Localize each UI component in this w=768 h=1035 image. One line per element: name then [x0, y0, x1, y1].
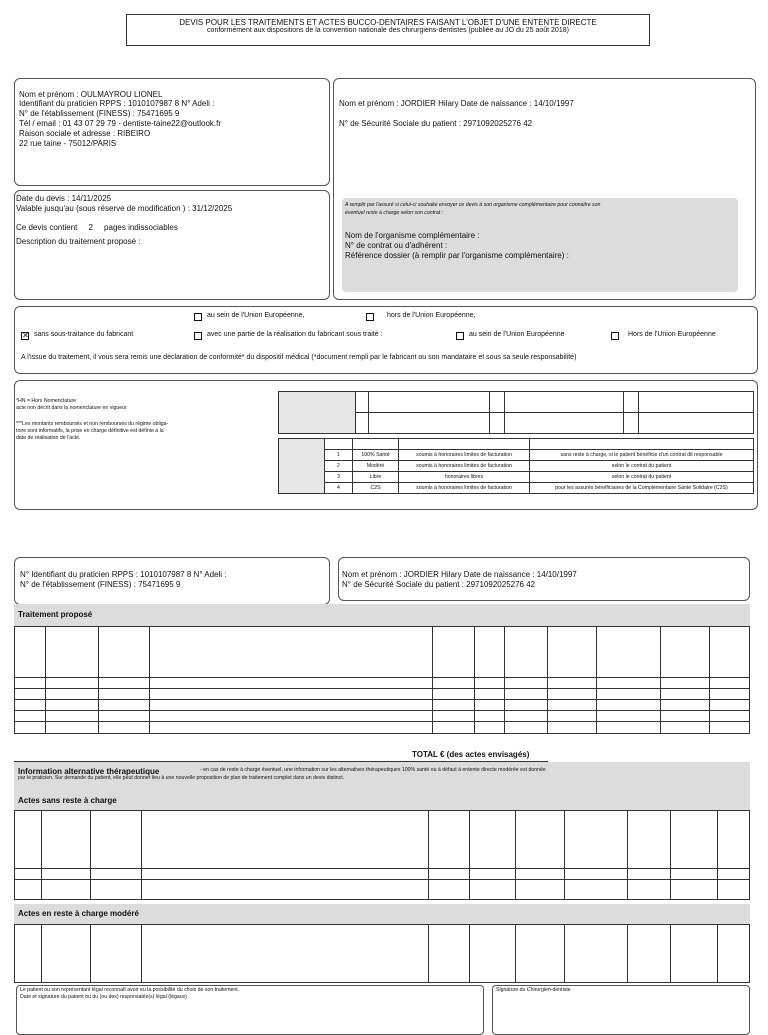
quote-description: Description du traitement proposé :: [16, 237, 141, 246]
eu-label: au sein de l'Union Européenne,: [207, 312, 305, 319]
legend-row: 3 Libre honoraires libres selon le contrat du patient: [279, 472, 754, 483]
insurer-ref-field[interactable]: Référence dossier (à remplir par l'organisme complémentaire) :: [345, 251, 569, 260]
insurer-note-1: A remplir par l'assuré si celui-ci souhaite envoyer ce devis à son organisme complémentaire pour connaitre son: [345, 202, 601, 208]
practitioner-finess: N° de l'établissement (FINESS) : 75471695 9: [19, 109, 180, 118]
practitioner-company: Raison sociale et adresse : RIBEIRO: [19, 129, 151, 138]
no-subcontract-label: sans sous-traitance du fabricant: [34, 331, 134, 338]
patient-signature-text-1: Le patient ou son représentant légal reconnaît avoir eu la possibilité du choix de son traitement.: [20, 987, 240, 993]
patient-signature-text-2: Date et signature du patient ou du (ou des) responsable(s) légal (légaux): [20, 994, 187, 1000]
amount-note-2: toire sont informatifs, la prise en charge définitive est définie à la: [16, 428, 164, 434]
conformity-note: A l'issue du traitement, il vous sera remis une déclaration de conformité* du dispositif médical (*document rempli par le fabricant ou son mandataire et sous sa seule responsabilité): [21, 354, 577, 361]
amount-note-3: date de réalisation de l'acte.: [16, 435, 81, 441]
page2-patient-ssn: N° de Sécurité Sociale du patient : 2971092025276 42: [342, 580, 536, 589]
alt-info-text-2: par le praticien. Sur demande du patient, elle peut donner lieu à une nouvelle proposition de plan de traitement complet dans un devis distinct.: [18, 775, 345, 781]
non-eu-checkbox[interactable]: [366, 313, 374, 321]
legend-header-grid: [278, 391, 754, 434]
page2-rpps: N° Identifiant du praticien RPPS : 1010107987 8 N° Adeli :: [20, 570, 227, 579]
patient-name-dob: Nom et prénom : JORDIER Hilary Date de naissance : 14/10/1997: [339, 99, 574, 108]
non-eu2-checkbox[interactable]: [611, 332, 619, 340]
legend-row: 1 100% Santé soumis à honoraires limites de facturation sans reste à charge, si le patient bénéficie d'un contrat dit responsable: [279, 450, 754, 461]
page2-finess: N° de l'établissement (FINESS) : 75471695 9: [20, 580, 181, 589]
moderate-title: Actes en reste à charge modéré: [18, 909, 139, 918]
practitioner-address: 22 rue taine - 75012/PARIS: [19, 139, 117, 148]
treatment-title-bar: [14, 604, 750, 626]
alt-info-text-1: - en cas de reste à charge éventuel, une information sur les alternatives thérapeutiques 100% santé ou à défaut à entente directe modérée est donnée: [200, 767, 546, 773]
document-header: [126, 14, 650, 46]
insurer-org-field[interactable]: Nom de l'organisme complémentaire :: [345, 231, 480, 240]
insurer-note-2: éventuel reste à charge selon son contrat :: [345, 210, 444, 216]
document-title: DEVIS POUR LES TRAITEMENTS ET ACTES BUCCO-DENTAIRES FAISANT L'OBJET D'UNE ENTENTE DIRECTE: [179, 18, 597, 27]
no-rac-table[interactable]: [14, 810, 750, 900]
patient-ssn: N° de Sécurité Sociale du patient : 2971092025276 42: [339, 119, 533, 128]
non-eu2-label: Hors de l'Union Européenne: [628, 331, 716, 338]
partial-subcontract-label: avec une partie de la réalisation du fabricant sous traité :: [207, 331, 383, 338]
moderate-table[interactable]: [14, 924, 750, 983]
quote-valid-until: Valable jusqu'au (sous réserve de modification ) : 31/12/2025: [16, 204, 233, 213]
legend-table: [278, 438, 754, 494]
legend-row: 4 C2S soumis à honoraires limites de facturation pour les assurés bénéficiaires de la Complémentaire Santé Solidaire (C2S): [279, 483, 754, 494]
non-eu-label: hors de l'Union Européenne,: [387, 312, 476, 319]
document-subtitle: conformément aux dispositions de la convention nationale des chirurgiens-dentistes (publiée au JO du 25 août 2018): [207, 27, 569, 34]
hn-note-2: acte non décrit dans la nomenclature en vigueur: [16, 405, 127, 411]
manufacturing-box: [14, 306, 758, 374]
dentist-signature-label: Signature du Chirurgien-dentiste: [496, 987, 571, 993]
treatment-table[interactable]: [14, 626, 750, 734]
eu2-label: au sein de l'Union Européenne: [469, 331, 565, 338]
page2-patient-name-dob: Nom et prénom : JORDIER Hilary Date de naissance : 14/10/1997: [342, 570, 577, 579]
practitioner-contact: Tél / email : 01 43 07 29 79 - dentiste-taine22@outlook.fr: [19, 119, 222, 128]
total-label: TOTAL € (des actes envisagés): [412, 750, 530, 759]
eu-checkbox[interactable]: [194, 313, 202, 321]
eu2-checkbox[interactable]: [456, 332, 464, 340]
insurer-contract-field[interactable]: N° de contrat ou d'adhérent :: [345, 241, 448, 250]
quote-pages: Ce devis contient 2 pages indissociables: [16, 223, 178, 232]
practitioner-rpps: Identifiant du praticien RPPS : 1010107987 8 N° Adeli :: [19, 99, 215, 108]
no-rac-title: Actes sans reste à charge: [18, 796, 117, 805]
practitioner-name: Nom et prénom : OULMAYROU LIONEL: [19, 90, 163, 99]
treatment-title: Traitement proposé: [18, 610, 93, 619]
partial-subcontract-checkbox[interactable]: [194, 332, 202, 340]
quote-date: Date du devis : 14/11/2025: [16, 194, 112, 203]
alt-info-title: Information alternative thérapeutique: [18, 767, 160, 776]
legend-row: 2 Modéré soumis à honoraires limites de facturation selon le contrat du patient: [279, 461, 754, 472]
no-subcontract-checkbox[interactable]: [21, 332, 29, 340]
hn-note-1: *HN = Hors Nomenclature: [16, 398, 77, 404]
amount-note-1: ***Les montants remboursés et non remboursés du régime obliga-: [16, 421, 169, 427]
